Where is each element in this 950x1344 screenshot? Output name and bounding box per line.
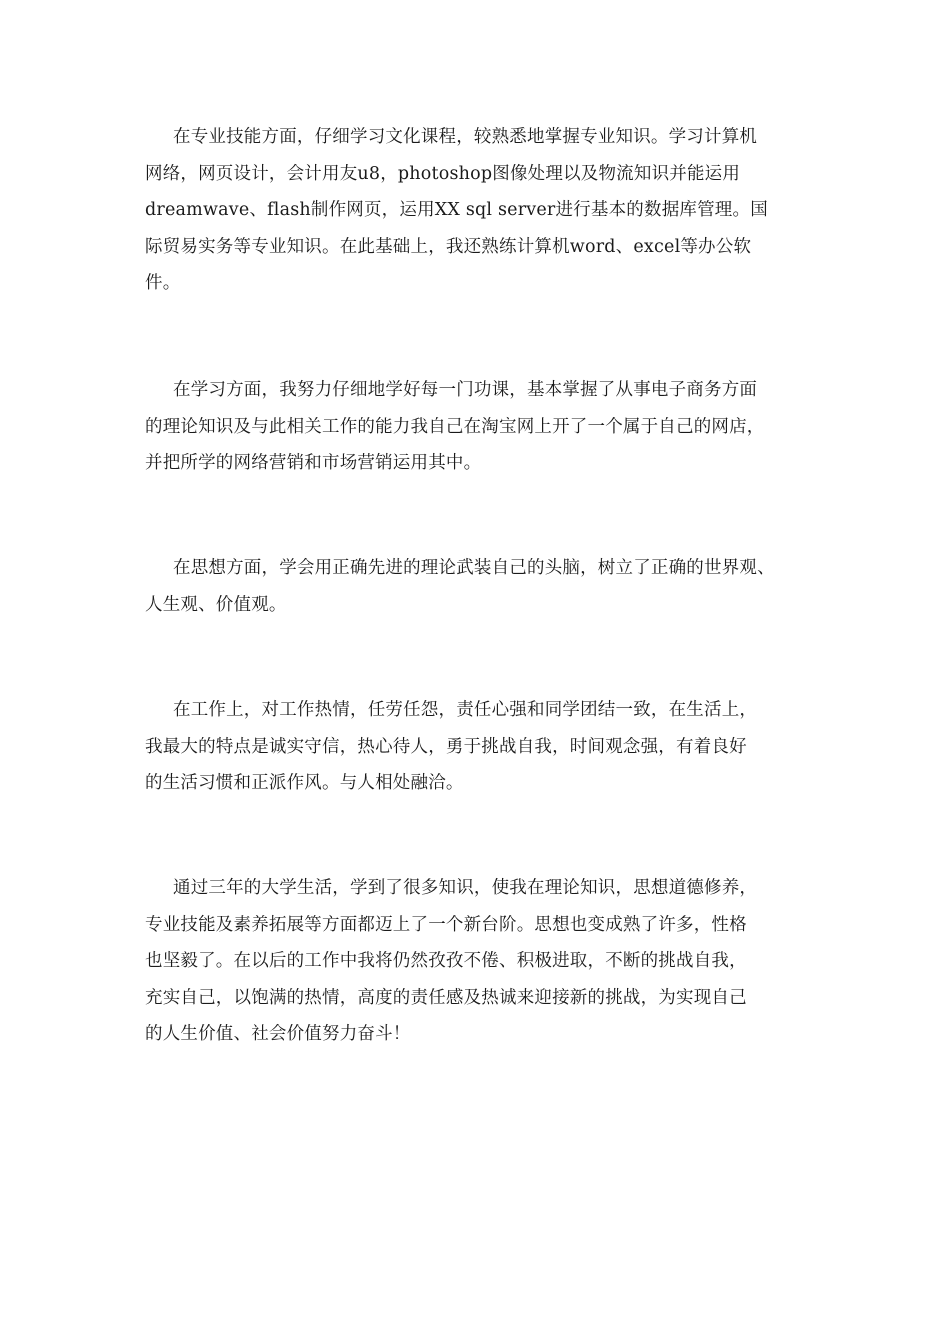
paragraph-summary [145,870,815,1053]
paragraph-study [145,372,815,482]
text-line: 我最大的特点是诚实守信，热心待人，勇于挑战自我，时间观念强，有着良好 [145,736,747,757]
text-line: 并把所学的网络营销和市场营销运用其中。 [145,453,482,473]
text-line: 在专业技能方面，仔细学习文化课程，较熟悉地掌握专业知识。学习计算机 [173,127,758,147]
text-line: 也坚毅了。在以后的工作中我将仍然孜孜不倦、积极进取，不断的挑战自我， [145,951,747,971]
text-line: 在思想方面，学会用正确先进的理论武装自己的头脑，树立了正确的世界观、 [173,558,775,578]
text-line: 的生活习惯和正派作风。与人相处融洽。 [145,773,464,793]
text-line: 在学习方面，我努力仔细地学好每一门功课，基本掌握了从事电子商务方面 [173,380,758,400]
text-line: 的理论知识及与此相关工作的能力我自己在淘宝网上开了一个属于自己的网店， [145,416,765,437]
text-line: 件。 [145,273,181,293]
text-line: 人生观、价值观。 [145,594,287,615]
text-line: dreamwave、flash制作网页，运用XX sql server进行基本的数据库管理。国 [145,200,768,220]
text-line: 的人生价值、社会价值努力奋斗！ [145,1024,411,1044]
text-line: 通过三年的大学生活，学到了很多知识，使我在理论知识，思想道德修养， [173,878,758,898]
paragraph-work-life [145,692,815,802]
paragraph-professional-skills [145,119,815,302]
text-line: 充实自己，以饱满的热情，高度的责任感及热诚来迎接新的挑战，为实现自己 [145,987,747,1008]
text-line: 专业技能及素养拓展等方面都迈上了一个新台阶。思想也变成熟了许多，性格 [145,914,747,935]
text-line: 在工作上，对工作热情，任劳任怨，责任心强和同学团结一致，在生活上， [173,700,758,720]
text-line: 际贸易实务等专业知识。在此基础上，我还熟练计算机word、excel等办公软 [145,236,752,257]
text-line: 网络，网页设计，会计用友u8，photoshop图像处理以及物流知识并能运用 [145,163,741,184]
paragraph-thought [145,550,815,623]
